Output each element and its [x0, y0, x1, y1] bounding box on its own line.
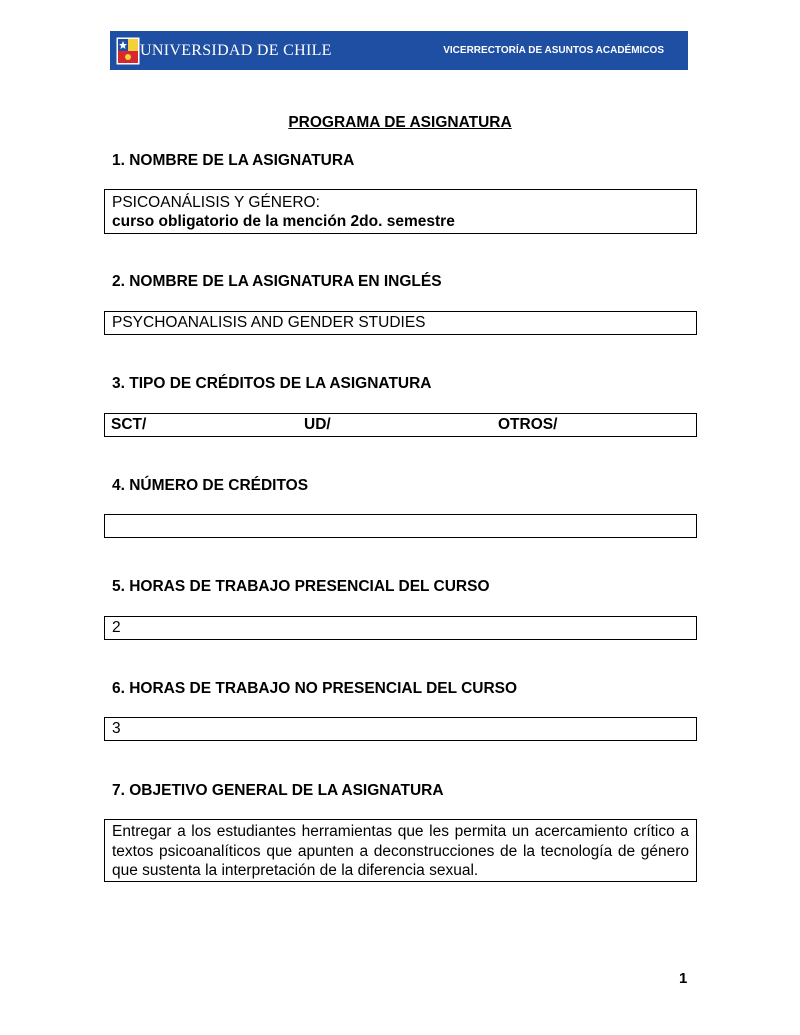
credit-ud: UD/: [304, 416, 331, 433]
section-5-heading: 5. HORAS DE TRABAJO PRESENCIAL DEL CURSO: [112, 578, 490, 595]
section-6-heading: 6. HORAS DE TRABAJO NO PRESENCIAL DEL CURSO: [112, 680, 518, 697]
course-subtitle: curso obligatorio de la mención 2do. semestre: [112, 213, 455, 230]
section-7-heading: 7. OBJETIVO GENERAL DE LA ASIGNATURA: [112, 782, 444, 799]
credit-otros: OTROS/: [498, 416, 558, 433]
header-banner: [110, 31, 688, 70]
english-name-box: [104, 311, 697, 335]
credit-number-box: [104, 514, 697, 538]
section-2-heading: 2. NOMBRE DE LA ASIGNATURA EN INGLÉS: [112, 273, 442, 290]
non-presential-hours-box: [104, 717, 697, 741]
objective-box: [104, 819, 697, 882]
objective-text: Entregar a los estudiantes herramientas que les permita un acercamiento crítico a textos psicoanalíticos que apunten a deconstrucciones de la tecnología de género que sustenta la interpretación de la diferencia sexual.: [112, 823, 689, 879]
university-name: UNIVERSIDAD DE CHILE: [140, 42, 332, 59]
section-1-heading: 1. NOMBRE DE LA ASIGNATURA: [112, 152, 355, 169]
page-title: PROGRAMA DE ASIGNATURA: [288, 114, 512, 131]
english-name: PSYCHOANALISIS AND GENDER STUDIES: [112, 314, 426, 331]
course-name-box: [104, 189, 697, 234]
section-3-heading: 3. TIPO DE CRÉDITOS DE LA ASIGNATURA: [112, 375, 432, 392]
university-crest-icon: [115, 35, 141, 67]
credit-type-box: [104, 413, 697, 437]
course-name: PSICOANÁLISIS Y GÉNERO:: [112, 194, 320, 211]
page-number: 1: [679, 970, 688, 987]
section-4-heading: 4. NÚMERO DE CRÉDITOS: [112, 477, 309, 494]
credit-sct: SCT/: [111, 416, 147, 433]
vicerrectoria-label: VICERRECTORÍA DE ASUNTOS ACADÉMICOS: [443, 45, 664, 56]
non-presential-hours: 3: [112, 720, 121, 737]
presential-hours-box: [104, 616, 697, 640]
presential-hours: 2: [112, 619, 121, 636]
